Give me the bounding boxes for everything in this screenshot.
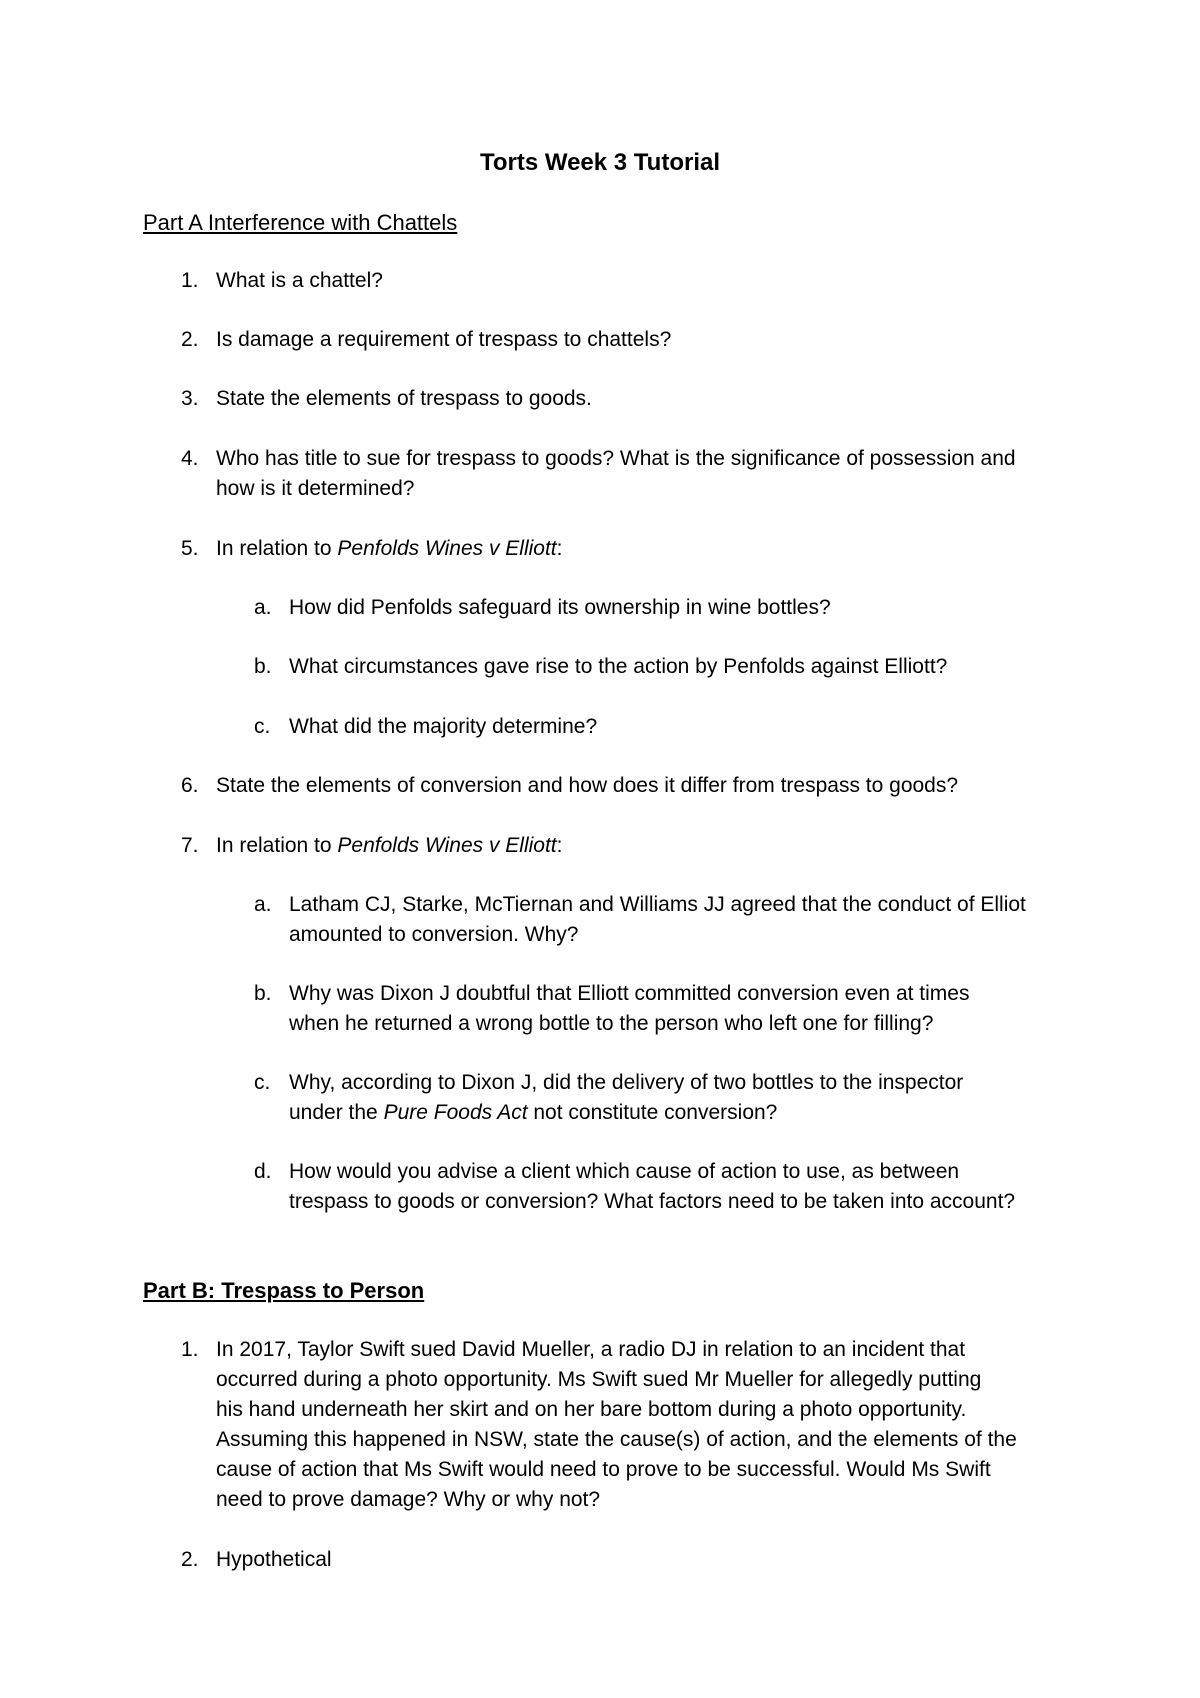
sub-question-text-line-2: under the Pure Foods Act not constitute conversion? xyxy=(289,1101,778,1124)
sub-question-letter: a. xyxy=(254,596,272,619)
question-number: 3. xyxy=(181,387,199,410)
question-text-line-2: occurred during a photo opportunity. Ms Swift sued Mr Mueller for allegedly putting xyxy=(216,1368,982,1391)
question-text: State the elements of conversion and how does it differ from trespass to goods? xyxy=(216,774,959,797)
sub-question-text-line-2: trespass to goods or conversion? What factors need to be taken into account? xyxy=(289,1190,1016,1213)
question-text: State the elements of trespass to goods. xyxy=(216,387,592,410)
sub-question-text: What circumstances gave rise to the action by Penfolds against Elliott? xyxy=(289,655,948,678)
sub-question-letter: a. xyxy=(254,893,272,916)
sub-question-letter: c. xyxy=(254,715,271,738)
question-text-line-1: In 2017, Taylor Swift sued David Mueller, a radio DJ in relation to an incident that xyxy=(216,1338,966,1361)
question-text: Hypothetical xyxy=(216,1548,332,1571)
case-name: Penfolds Wines v Elliott xyxy=(337,537,557,560)
page-title: Torts Week 3 Tutorial xyxy=(479,149,721,176)
question-text: In relation to Penfolds Wines v Elliott: xyxy=(216,834,563,857)
part-b-heading: Part B: Trespass to Person xyxy=(143,1278,425,1303)
sub-question-text-line-1: Latham CJ, Starke, McTiernan and Williams JJ agreed that the conduct of Elliot xyxy=(289,893,1026,916)
question-number: 2. xyxy=(181,1548,199,1571)
sub-question-text-line-2: amounted to conversion. Why? xyxy=(289,923,579,946)
question-number: 1. xyxy=(181,1338,199,1361)
case-name: Penfolds Wines v Elliott xyxy=(337,834,557,857)
question-text-line-6: need to prove damage? Why or why not? xyxy=(216,1488,601,1511)
question-text-line-3: his hand underneath her skirt and on her bare bottom during a photo opportunity. xyxy=(216,1398,967,1421)
sub-question-text-line-2: when he returned a wrong bottle to the person who left one for filling? xyxy=(289,1012,934,1035)
sub-question-text-line-1: Why was Dixon J doubtful that Elliott committed conversion even at times xyxy=(289,982,970,1005)
sub-question-letter: b. xyxy=(254,982,272,1005)
question-text-line-4: Assuming this happened in NSW, state the cause(s) of action, and the elements of the xyxy=(216,1428,1017,1451)
sub-question-letter: d. xyxy=(254,1160,272,1183)
sub-question-letter: b. xyxy=(254,655,272,678)
question-number: 7. xyxy=(181,834,199,857)
act-name: Pure Foods Act xyxy=(383,1101,528,1124)
question-text-line-2: how is it determined? xyxy=(216,477,415,500)
question-text-line-5: cause of action that Ms Swift would need to prove to be successful. Would Ms Swift xyxy=(216,1458,991,1481)
question-text: In relation to Penfolds Wines v Elliott: xyxy=(216,537,563,560)
sub-question-text: What did the majority determine? xyxy=(289,715,598,738)
sub-question-text-line-1: How would you advise a client which cause of action to use, as between xyxy=(289,1160,960,1183)
question-number: 1. xyxy=(181,269,199,292)
question-text-line-1: Who has title to sue for trespass to goods? What is the significance of possession and xyxy=(216,447,1016,470)
sub-question-letter: c. xyxy=(254,1071,271,1094)
question-number: 6. xyxy=(181,774,199,797)
question-number: 5. xyxy=(181,537,199,560)
question-number: 2. xyxy=(181,328,199,351)
question-text: What is a chattel? xyxy=(216,269,383,292)
sub-question-text: How did Penfolds safeguard its ownership in wine bottles? xyxy=(289,596,831,619)
question-number: 4. xyxy=(181,447,199,470)
sub-question-text-line-1: Why, according to Dixon J, did the delivery of two bottles to the inspector xyxy=(289,1071,964,1094)
question-text: Is damage a requirement of trespass to chattels? xyxy=(216,328,672,351)
part-a-heading: Part A Interference with Chattels xyxy=(143,210,458,235)
